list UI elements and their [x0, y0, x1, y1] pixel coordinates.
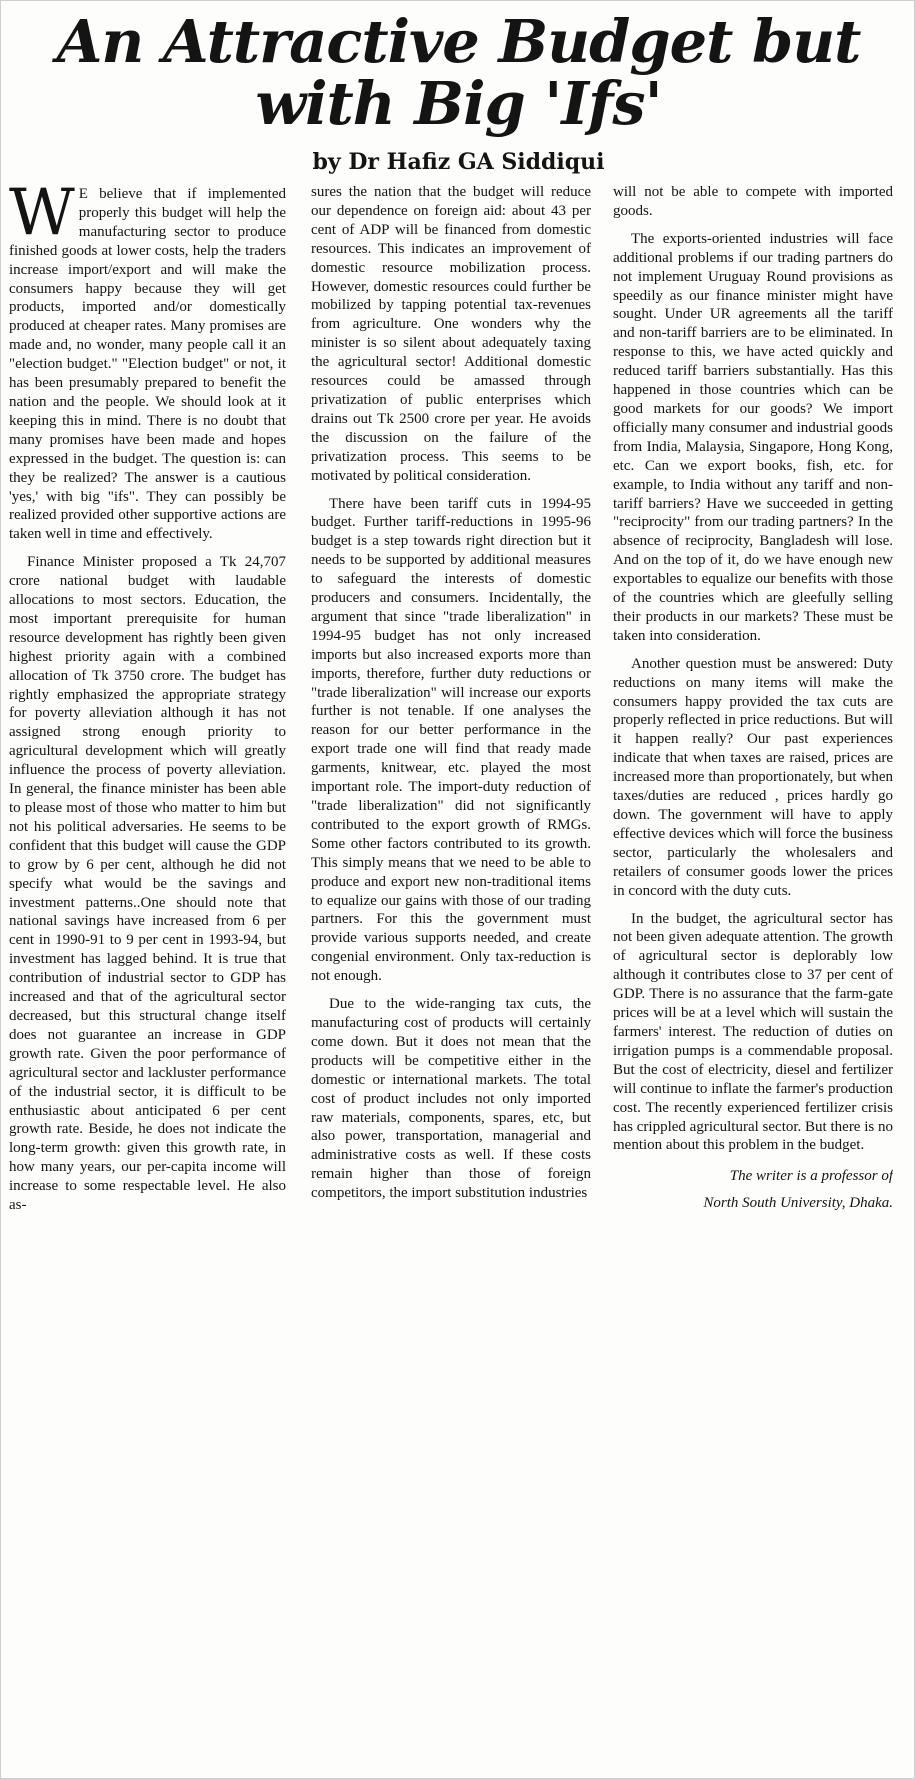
author-note-line-2: North South University, Dhaka. [703, 1195, 893, 1212]
paragraph: In the budget, the agricultural sector has not been given adequate attention. The growth of agricultural sector is deplorably low although it contributes close to 37 per cent of GDP. There is no assurance that the farm-gate prices will be at a level which will sustain the farmers' interest. The reduction of duties on irrigation pumps is a commendable proposal. But the cost of electricity, diesel and fertilizer will continue to inflate the farmer's production cost. The recently experienced fertilizer crisis has crippled agricultural sector. But there is no mention about this problem in the budget. [613, 910, 893, 1154]
paragraph: will not be able to compete with imported goods. [613, 184, 893, 219]
drop-cap: W [9, 185, 75, 250]
paragraph: Due to the wide-ranging tax cuts, the manufacturing cost of products will certainly come down. But it does not mean that the products will be competitive either in the domestic or international markets. The total cost of product includes not only imported raw materials, components, spares, etc, but also power, transportation, managerial and administrative costs as well. If these costs remain higher than those of foreign competitors, the import substitution industries [311, 996, 591, 1202]
paragraph-text: E believe that if implemented properly this budget will help the manufacturing sector to produce finished goods at lower costs, help the traders increase import/export and will make the consumers happy because they will get products, imported and/or domestically produced at cheaper rates. Many promises are made and, no wonder, many people call it an "election budget." "Election budget" or not, it has been presumably prepared to benefit the nation and the people. We should look at it keeping this in mind. There is no doubt that many promises have been made and hopes expressed in the budget. The question is: can they be realized? The answer is a cautious 'yes,' with big "ifs". They can possibly be realized provided other supportive actions are taken well in time and effectively. [9, 186, 286, 543]
article-column-1 [9, 185, 286, 1770]
paragraph: The exports-oriented industries will face additional problems if our trading partners do not implement Uruguay Round provisions as speedily as our finance minister might have sought. Under UR agreements all the tariff and non-tariff barriers are to be eliminated. In response to this, we have acted quickly and reduced tariff barriers substantially. Has this happened in those countries which can be good markets for our goods? We import officially many consumer and industrial goods from India, Malaysia, Singapore, Hong Kong, etc. Can we export books, fish, etc. for example, to India without any tariff and non-tariff barriers? Have we succeeded in getting "reciprocity" from our trading partners? In the absence of reciprocity, Bangladesh will lose. And on the top of it, do we have enough new exportables to equalize our benefits with those of the countries which are gleefully selling their products in our markets? These must be taken into consideration. [613, 230, 893, 644]
author-note-line-1: The writer is a professor of [729, 1168, 893, 1185]
paragraph: Another question must be answered: Duty reductions on many items will make the consumers happy provided the tax cuts are properly reflected in price reductions. But will it happen really? Our past experiences indicate that when taxes are raised, prices are increased more than proportionately, but when taxes/duties are reduced , prices hardly go down. The government will have to apply effective devices which will force the business sector, particularly the wholesalers and retailers of consumer goods lower the prices in concord with the duty cuts. [613, 655, 893, 899]
paragraph: There have been tariff cuts in 1994-95 budget. Further tariff-reductions in 1995-96 budget is a step towards right direction but it needs to be supported by additional measures to safeguard the interests of domestic producers and consumers. Incidentally, the argument that since "trade liberalization" in 1994-95 budget has not only increased imports but also increased exports more than imports, therefore, further duty reductions or "trade liberalization" will increase our exports further is not tenable. If one analyses the reason for our better performance in the export trade one will find that ready made garments, knitwear, etc. played the most important role. The import-duty reduction of "trade liberalization" did not significantly contributed to the export growth of RMGs. Some other factors contributed to its growth. This simply means that we need to be able to produce and export new non-traditional items to equalize our gains with those of our trading partners. For this the government must provide various supports needed, and create congenial environment. Only tax-reduction is not enough. [311, 495, 591, 985]
author-note [613, 1167, 893, 1212]
headline-line-2: with Big 'Ifs' [255, 69, 662, 138]
byline: by Dr Hafiz GA Siddiqui [312, 149, 605, 175]
headline [1, 7, 915, 138]
paragraph: sures the nation that the budget will reduce our dependence on foreign aid: about 43 per cent of ADP will be financed from domestic resources. This indicates an improvement of domestic resource mobilization process. However, domestic resources could further be mobilized by tapping potential tax-revenues from agriculture. One wonders why the minister is so silent about adequately taxing the agricultural sector! Additional domestic resources could be amassed through privatization of public enterprises which drains out Tk 2500 crore per year. He avoids the discussion on the failure of the privatization process. This seems to be motivated by political consideration. [311, 184, 591, 484]
paragraph [9, 185, 286, 544]
paragraph: Finance Minister proposed a Tk 24,707 crore national budget with laudable allocations to most sectors. Education, the most important prerequisite for human resource development has rightly been given highest priority again with a combined allocation of Tk 3750 crore. The budget has rightly emphasized the appropriate strategy for poverty alleviation although it has not assigned strong enough priority to agricultural development which will greatly influence the process of poverty alleviation. In general, the finance minister has been able to please most of those who matter to him but not his political adversaries. He seems to be confident that this budget will cause the GDP to grow by 6 per cent, although he did not specify what would be the savings and investment patterns..One should note that national savings have increased from 6 per cent in 1990-91 to 9 per cent in 1993-94, but investment has lagged behind. It is true that contribution of industrial sector to GDP has increased and that of the agricultural sector decreased, but this structural change itself does not guarantee an increase in GDP growth rate. Given the poor performance of agricultural sector and lackluster performance of the industrial sector, it is difficult to be enthusiastic about anticipated 6 per cent growth rate. Beside, he does not indicate the long-term growth: given this growth rate, in how many years, our per-capita income will increase to some respectable level. He also as- [9, 554, 286, 1214]
article-column-2 [311, 183, 591, 1768]
headline-line-1: An Attractive Budget but [56, 7, 861, 76]
article-column-3 [613, 183, 893, 1768]
